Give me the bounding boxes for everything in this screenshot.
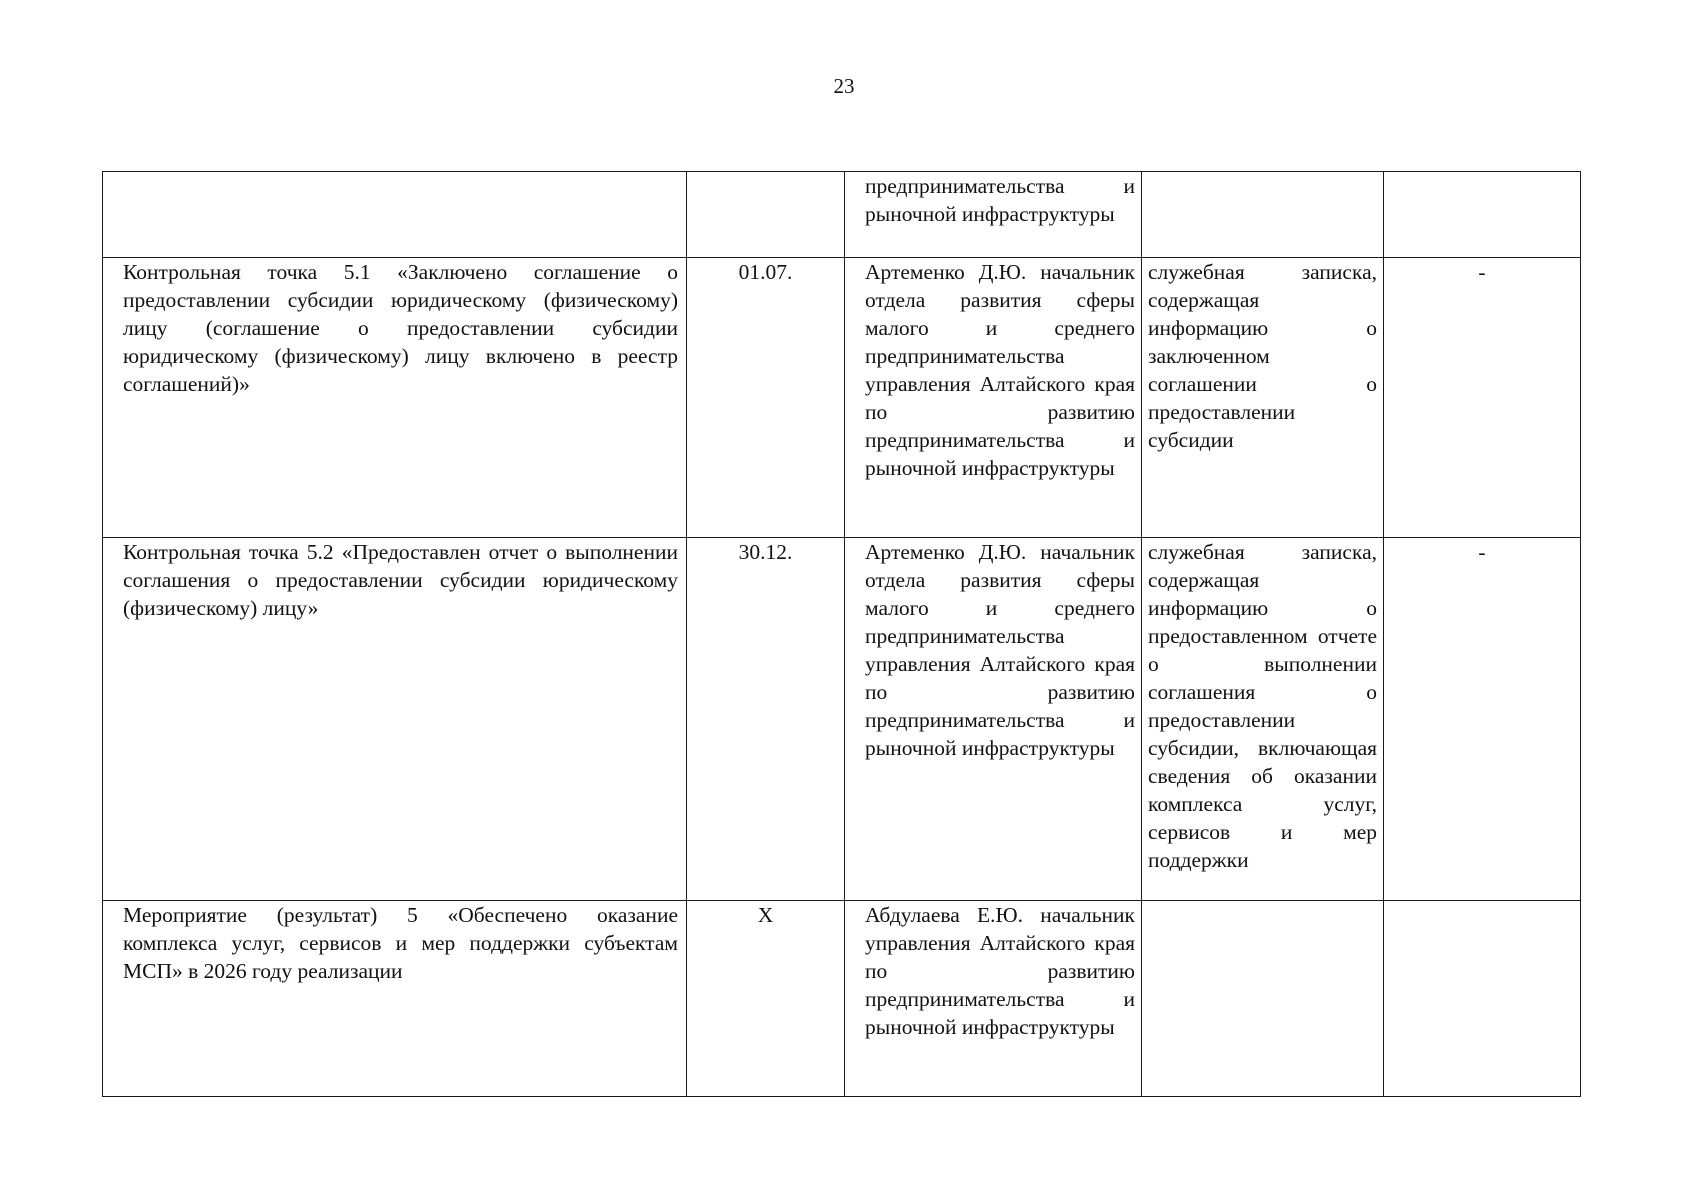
page-number: 23 — [833, 74, 855, 98]
responsible-cell: Артеменко Д.Ю. начальник отдела развития сферы малого и среднего предпринимательства управления Алтайского края по развитию предпринимательства и рыночной инфраструктуры — [845, 258, 1142, 538]
date-cell: 01.07. — [687, 258, 845, 538]
date-cell: 30.12. — [687, 538, 845, 901]
note-cell — [1384, 901, 1581, 1097]
note-cell — [1384, 172, 1581, 258]
document-cell — [1142, 172, 1384, 258]
date-cell — [687, 172, 845, 258]
responsible-cell: предпринимательства и рыночной инфраструктуры — [845, 172, 1142, 258]
responsible-cell: Абдулаева Е.Ю. начальник управления Алтайского края по развитию предпринимательства и рыночной инфраструктуры — [845, 901, 1142, 1097]
table-row — [103, 901, 1581, 1097]
table-row — [103, 172, 1581, 258]
document-cell: служебная записка, содержащая информацию о предоставленном отчете о выполнении соглашения о предоставлении субсидии, включающая сведения об оказании комплекса услуг, сервисов и мер поддержки — [1142, 538, 1384, 901]
table-row — [103, 538, 1581, 901]
date-cell: X — [687, 901, 845, 1097]
note-cell: - — [1384, 538, 1581, 901]
table-row — [103, 258, 1581, 538]
document-cell: служебная записка, содержащая информацию о заключенном соглашении о предоставлении субсидии — [1142, 258, 1384, 538]
event-name-cell: Контрольная точка 5.2 «Предоставлен отчет о выполнении соглашения о предоставлении субсидии юридическому (физическому) лицу» — [103, 538, 687, 901]
responsible-cell: Артеменко Д.Ю. начальник отдела развития сферы малого и среднего предпринимательства управления Алтайского края по развитию предпринимательства и рыночной инфраструктуры — [845, 538, 1142, 901]
event-name-cell: Контрольная точка 5.1 «Заключено соглашение о предоставлении субсидии юридическому (физическому) лицу (соглашение о предоставлении субсидии юридическому (физическому) лицу включено в реестр соглашений)» — [103, 258, 687, 538]
event-name-cell: Мероприятие (результат) 5 «Обеспечено оказание комплекса услуг, сервисов и мер поддержки субъектам МСП» в 2026 году реализации — [103, 901, 687, 1097]
note-cell: - — [1384, 258, 1581, 538]
document-cell — [1142, 901, 1384, 1097]
plan-table — [102, 171, 1581, 1097]
event-name-cell — [103, 172, 687, 258]
